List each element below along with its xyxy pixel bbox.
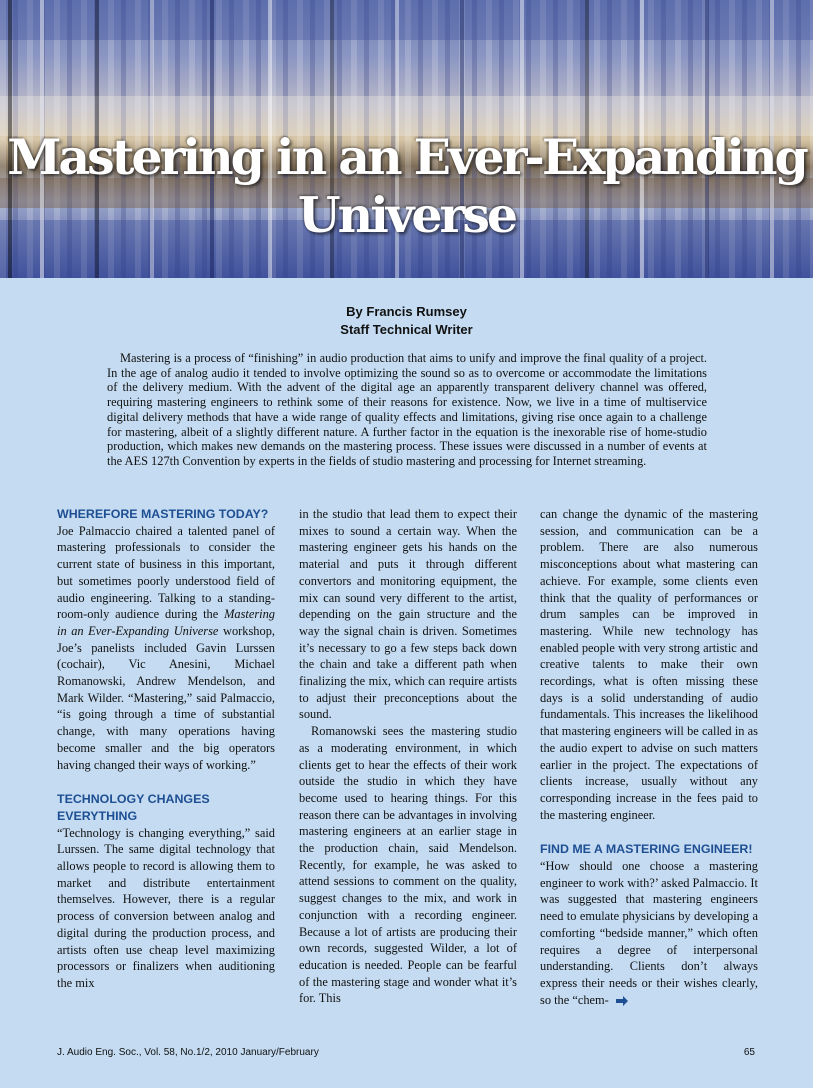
column-1 [57,506,275,992]
paragraph: “How should one choose a mastering engineer to work with?’ asked Palmaccio. It was suggested that mastering engineers need to emulate physicians by developing a comforting “bedside manner,” which often requires a degree of interpersonal understanding. Clients don’t always express their needs or their wishes clearly, so the “chem- [540,859,758,1007]
abstract: Mastering is a process of “finishing” in audio production that aims to unify and improve the final quality of a project. In the age of analog audio it tended to involve optimizing the sound so as to overcome or accommodate the limitations of the delivery medium. With the advent of the digital age an apparently transparent delivery channel was offered, requiring mastering engineers to rethink some of their reasons for existence. Now, we live in a time of multiservice digital delivery methods that have a wide range of quality effects and limitations, giving rise once again to a challenge for mastering, albeit of a slightly different nature. A further factor in the equation is the inexorable rise of home-studio production, which makes new demands on the mastering process. These issues were discussed in a number of events at the AES 127th Convention by experts in the fields of studio mastering and processing for Internet streaming. [107,351,707,468]
header-banner [0,0,813,278]
section-heading: TECHNOLOGY CHANGES EVERYTHING [57,792,210,823]
byline-role: Staff Technical Writer [340,322,473,337]
article-title: Mastering in an Ever-Expanding Universe [7,128,806,244]
paragraph: Romanowski sees the mastering studio as a moderating environment, in which clients get to hear the effects of their work outside the studio in which they have become used to hearing things. For this reason there can be advantages in involving mastering engineers at an earlier stage in the production chain, said Mendelson. Recently, for example, he was asked to attend sessions to comment on the quality, suggest changes to the mix, and work in conjunction with a recording engineer. Because a lot of artists are producing their own records, suggested Wilder, a lot of education is needed. People can be fearful of the mastering stage and wonder what it’s for. This [299,724,517,1006]
workshop-title: Mastering in an Ever-Expanding Universe [57,607,275,638]
byline [0,303,813,339]
continue-arrow-icon [615,996,629,1006]
page-number: 65 [743,1047,755,1058]
footer-citation: J. Audio Eng. Soc., Vol. 58, No.1/2, 2010 January/February [57,1047,319,1058]
column-2 [299,506,517,1007]
section-heading: WHEREFORE MASTERING TODAY? [57,507,269,521]
column-3 [540,506,758,1008]
byline-author: By Francis Rumsey [346,304,467,319]
section-heading: FIND ME A MASTERING ENGINEER! [540,842,753,857]
paragraph: in the studio that lead them to expect their mixes to sound a certain way. When the mastering engineer gets his hands on the material and puts it through different convertors and monitoring equipment, the mix can sound very different to the artist, depending on the gain structure and the way the signal chain is driven. Sometimes it’s necessary to go a few steps back down the chain and take a different path when finalizing the mix, which can require artists to adjust their preconceptions about the sound. [299,507,517,722]
paragraph: “Technology is changing everything,” said Lurssen. The same digital technology that allows people to record is allowing them to market and distribute entertainment themselves. However, there is a regular process of conversion between analog and digital during the production process, and artists often use cheap level maximizing processors or finalizers when auditioning the mix [57,825,275,990]
paragraph: Joe Palmaccio chaired a talented panel of mastering professionals to consider the current state of business in this important, but sometimes poorly understood field of audio engineering. Talking to a standing-room-only audience during the Mastering in an Ever-Expanding Universe workshop, Joe’s panelists included Gavin Lurssen (cochair), Vic Anesini, Michael Romanowski, Andrew Mendelson, and Mark Wilder. “Mastering,” said Palmaccio, “is going through a time of substantial change, with many operations having become smaller and the big operators having changed their ways of working.” [57,523,275,772]
paragraph: can change the dynamic of the mastering session, and communication can be a problem. There are also numerous misconceptions about what mastering can achieve. For example, some clients even think that the quality of performances or drum samples can be improved in mastering. While new technology has enabled people with very strong artistic and creative talents to make their own recordings, what is often missing these days is a solid understanding of audio fundamentals. This increases the likelihood that mastering engineers will be called in as the audio expert to advise on such matters earlier in the project. The expectations of clients increase, usually without any corresponding increase in the fees paid to the mastering engineer. [540,507,758,822]
